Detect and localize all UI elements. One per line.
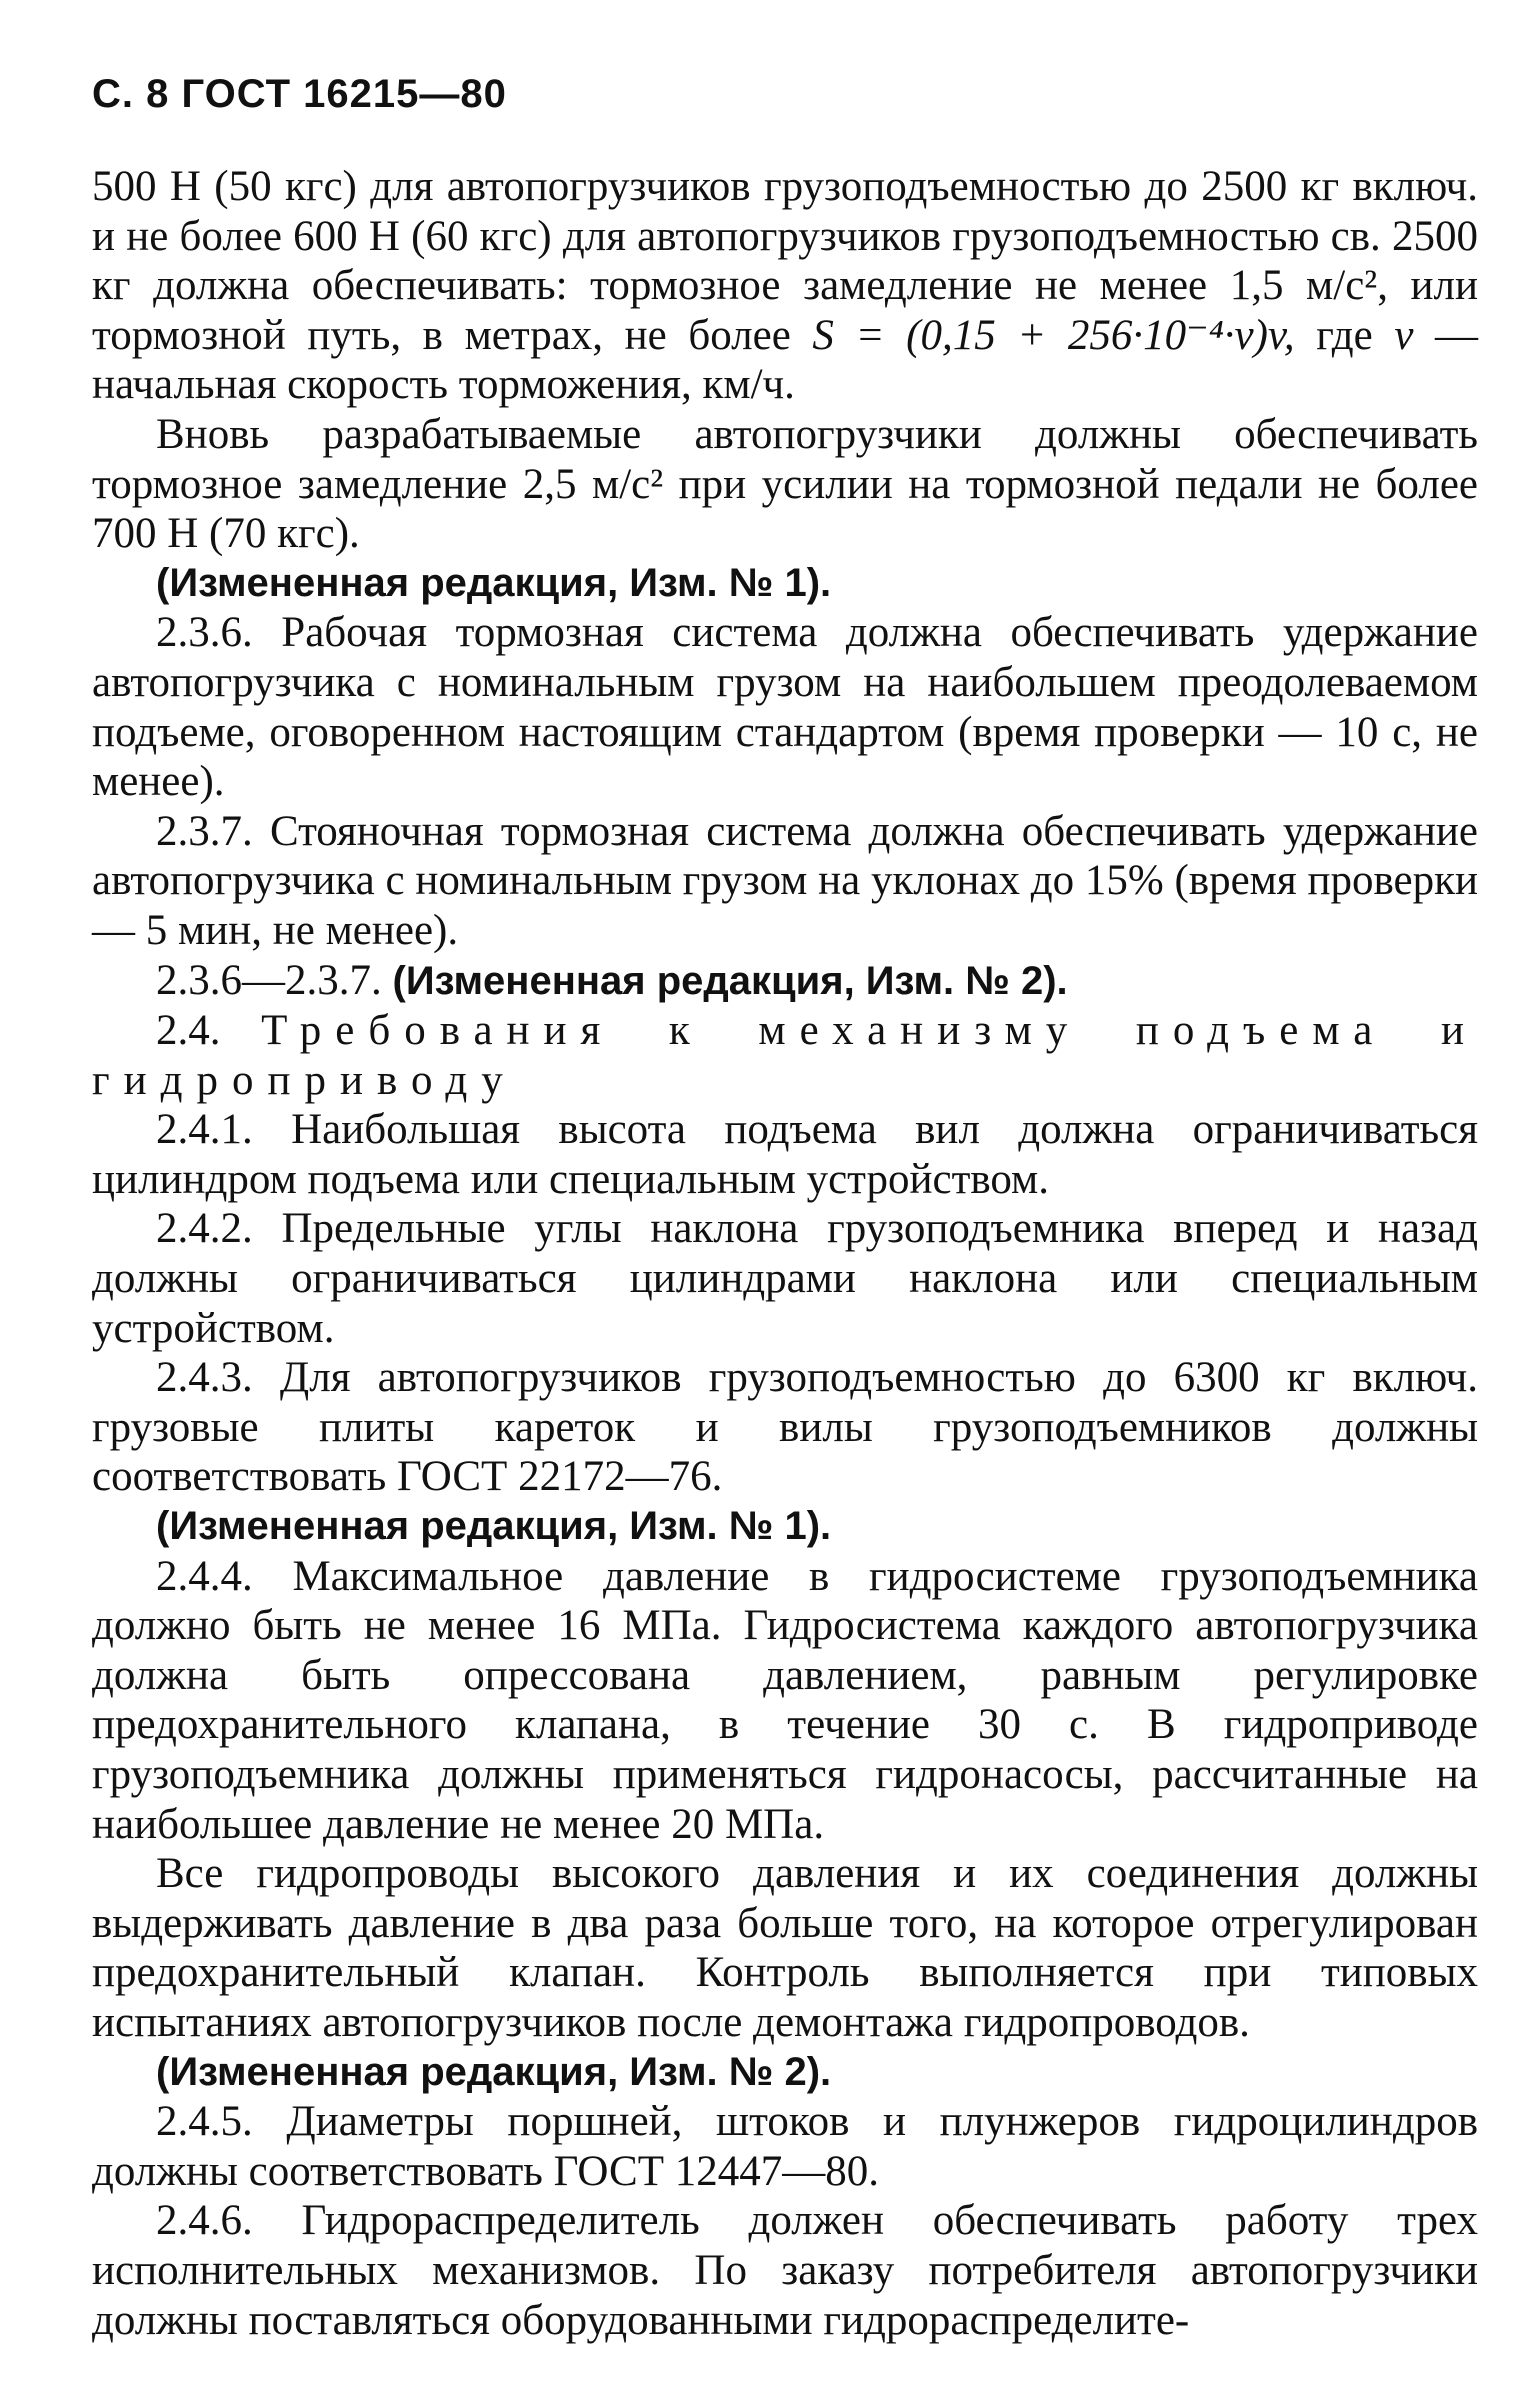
- section-number: 2.4.: [156, 1007, 221, 1055]
- body-text: [92, 162, 1478, 2345]
- braking-force-text: 500 Н (50 кгс) для автопогрузчиков грузоподъемностью до 2500 кг включ. и не более 600 Н (60 кгс) для автопогрузчиков грузоподъемностью св. 2500 кг должна обеспечивать: тормозное замедление не менее 1,5 м/с², или тормозной путь, в метрах, не более: [92, 163, 1478, 359]
- amendment-note-2: (Измененная редакция, Изм. № 2).: [392, 958, 1068, 1003]
- amendment-note-4: (Измененная редакция, Изм. № 2).: [156, 2049, 832, 2094]
- amendment-2-3-6-2-3-7: [92, 956, 1478, 1007]
- clause-2-4-1: 2.4.1. Наибольшая высота подъема вил должна ограничиваться цилиндром подъема или специальным устройством.: [92, 1106, 1478, 1203]
- formula-explanation: — начальная скорость торможения, км/ч.: [92, 311, 1479, 409]
- clause-2-3-6: 2.3.6. Рабочая тормозная система должна обеспечивать удержание автопогрузчика с номинальным грузом на наибольшем преодолеваемом подъеме, оговоренном настоящим стандартом (время проверки — 10 с, не менее).: [92, 609, 1478, 806]
- paragraph-hydraulic-lines: Все гидропроводы высокого давления и их соединения должны выдерживать давление в два раза больше того, на которое отрегулирован предохранительный клапан. Контроль выполняется при типовых испытаниях автопогрузчиков после демонтажа гидропроводов.: [92, 1850, 1478, 2046]
- paragraph-braking-force: [92, 162, 1478, 410]
- clause-2-3-7: 2.3.7. Стояночная тормозная система должна обеспечивать удержание автопогрузчика с номинальным грузом на уклонах до 15% (время проверки — 5 мин, не менее).: [92, 807, 1478, 954]
- clause-2-4-2: 2.4.2. Предельные углы наклона грузоподъемника вперед и назад должны ограничиваться цилиндрами наклона или специальным устройством.: [92, 1205, 1478, 1352]
- paragraph-new-loaders: Вновь разрабатываемые автопогрузчики должны обеспечивать тормозное замедление 2,5 м/с² при усилии на тормозной педали не более 700 Н (70 кгс).: [92, 410, 1478, 558]
- section-title: Требования к механизму подъема и гидроприводу: [92, 1007, 1478, 1104]
- formula-variable: v: [1394, 311, 1414, 359]
- clause-2-4-3: 2.4.3. Для автопогрузчиков грузоподъемностью до 6300 кг включ. грузовые плиты кареток и вилы грузоподъемников должны соответствовать ГОСТ 22172—76.: [92, 1354, 1478, 1501]
- clause-2-4-6: 2.4.6. Гидрораспределитель должен обеспечивать работу трех исполнительных механизмов. По заказу потребителя автопогрузчики должны поставляться оборудованными гидрораспределите-: [92, 2197, 1478, 2344]
- page-header: С. 8 ГОСТ 16215—80: [92, 72, 507, 116]
- amendment-note-3: (Измененная редакция, Изм. № 1).: [156, 1504, 832, 1549]
- clause-2-4-4: 2.4.4. Максимальное давление в гидросистеме грузоподъемника должно быть не менее 16 МПа. Гидросистема каждого автопогрузчика должна быть опрессована давлением, равным регулировке предохранительного клапана, в течение 30 с. В гидроприводе грузоподъемника должны применяться гидронасосы, рассчитанные на наибольшее давление не менее 20 МПа.: [92, 1552, 1478, 1848]
- clause-range: 2.3.6—2.3.7.: [156, 956, 382, 1004]
- section-2-4-heading: [92, 1006, 1478, 1105]
- amendment-note-1: (Измененная редакция, Изм. № 1).: [156, 560, 832, 605]
- formula-where: где: [1316, 311, 1373, 359]
- braking-distance-formula: S = (0,15 + 256·10⁻⁴·v)v,: [812, 311, 1295, 359]
- clause-2-4-5: 2.4.5. Диаметры поршней, штоков и плунжеров гидроцилиндров должны соответствовать ГОСТ 12447—80.: [92, 2098, 1478, 2195]
